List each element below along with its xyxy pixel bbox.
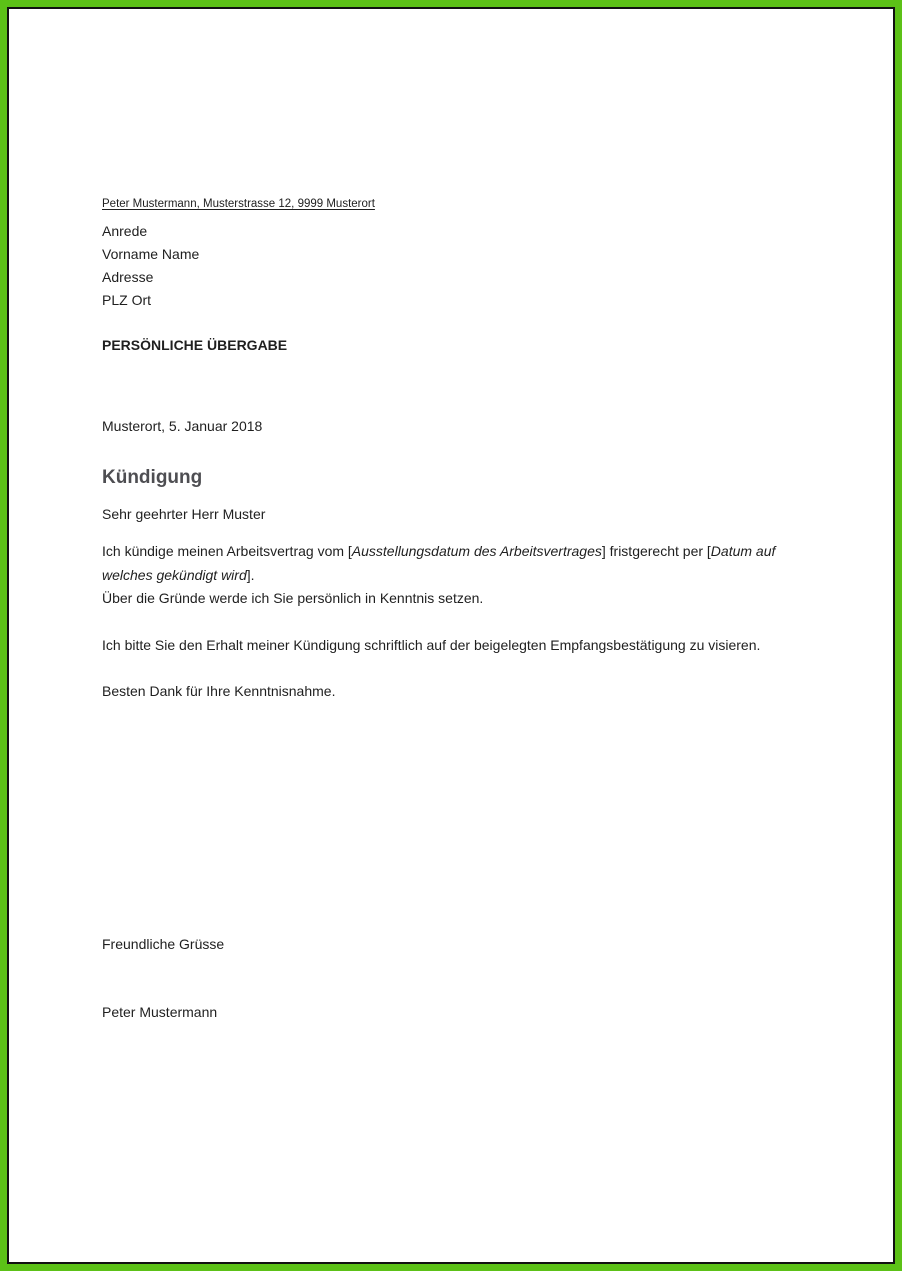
delivery-note: PERSÖNLICHE ÜBERGABE — [102, 337, 288, 353]
body-paragraph-thanks: Besten Dank für Ihre Kenntnisnahme. — [102, 683, 336, 699]
recipient-city-line: PLZ Ort — [102, 292, 152, 308]
place-date-line: Musterort, 5. Januar 2018 — [102, 418, 263, 434]
sender-line: Peter Mustermann, Musterstrasse 12, 9999 Musterort — [102, 198, 375, 210]
letter-content — [9, 9, 893, 1262]
signature-name: Peter Mustermann — [102, 1003, 218, 1020]
letter-page — [7, 7, 895, 1264]
recipient-block — [102, 220, 810, 312]
salutation: Sehr geehrter Herr Muster — [102, 506, 266, 522]
closing-phrase: Freundliche Grüsse — [102, 935, 225, 952]
recipient-address-line: Adresse — [102, 269, 154, 285]
body-paragraph-termination: Ich kündige meinen Arbeitsvertrag vom [Ausstellungsdatum des Arbeitsvertrages] fristgerecht per [Datum auf welches gekündigt wird]. Über die Gründe werde ich Sie persönlich in Kenntnis setzen. — [102, 543, 776, 606]
recipient-name-line: Vorname Name — [102, 246, 200, 262]
body-paragraph-confirmation-request: Ich bitte Sie den Erhalt meiner Kündigung schriftlich auf der beigelegten Empfangsbestätigung zu visieren. — [102, 636, 761, 653]
recipient-salutation-line: Anrede — [102, 223, 148, 239]
subject-heading: Kündigung — [102, 467, 203, 488]
